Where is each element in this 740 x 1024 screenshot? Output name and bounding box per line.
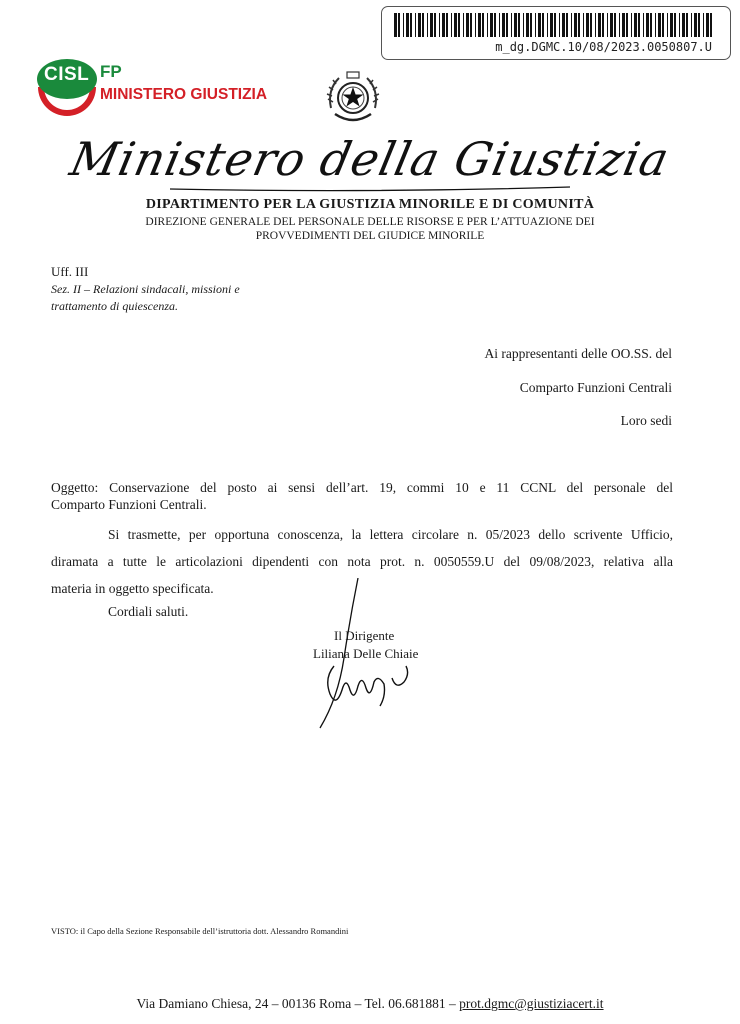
italian-republic-emblem-icon: [325, 68, 381, 135]
signatory-name: Liliana Delle Chiaie: [313, 646, 419, 661]
directorate-line-2: PROVVEDIMENTI DEL GIUDICE MINORILE: [255, 230, 485, 242]
protocol-barcode-stamp: [381, 6, 731, 60]
section-line-2: trattamento di quiescenza.: [51, 299, 178, 313]
logo-subtitle: MINISTERO GIUSTIZIA: [100, 86, 268, 103]
body-paragraph-line-1: [51, 526, 673, 543]
ministry-title: Ministero della Giustizia: [65, 132, 675, 186]
subject-line-2: Comparto Funzioni Centrali.: [51, 497, 207, 512]
barcode-icon: [394, 13, 714, 39]
footer-email-link[interactable]: prot.dgmc@giustiziacert.it: [459, 996, 604, 1011]
footer-address-text: Via Damiano Chiesa, 24 – 00136 Roma – Tel. 06.681881 –: [136, 996, 460, 1011]
directorate-line-1: DIREZIONE GENERALE DEL PERSONALE DELLE RISORSE E PER L’ATTUAZIONE DEI: [145, 216, 595, 228]
body-text-1: Si trasmette, per opportuna conoscenza, la lettera circolare n. 05/2023 dello scrivente Ufficio,: [108, 527, 673, 542]
recipient-line: Comparto Funzioni Centrali: [519, 380, 672, 395]
visto-note: VISTO: il Capo della Sezione Responsabile dell’istruttoria dott. Alessandro Romandini: [51, 926, 349, 936]
closing-greeting: Cordiali saluti.: [108, 604, 189, 619]
body-paragraph-line-2: diramata a tutte le articolazioni dipendenti con nota prot. n. 0050559.U del 09/08/2023, relativa alla: [51, 554, 673, 569]
cisl-label: CISL: [44, 64, 90, 85]
body-paragraph-line-3: materia in oggetto specificata.: [51, 581, 214, 596]
office-reference: Uff. III: [51, 264, 89, 279]
footer-address: [0, 996, 740, 1012]
signatory-role: Il Dirigente: [334, 628, 395, 643]
protocol-number: m_dg.DGMC.10/08/2023.0050807.U: [495, 40, 712, 54]
subject-line-1: Oggetto: Conservazione del posto ai sensi dell’art. 19, commi 10 e 11 CCNL del personale del: [51, 480, 673, 495]
title-flourish: [170, 185, 570, 193]
department-title: DIPARTIMENTO PER LA GIUSTIZIA MINORILE E DI COMUNITÀ: [145, 197, 595, 212]
section-line-1: Sez. II – Relazioni sindacali, missioni e: [51, 282, 240, 296]
fp-label: FP: [100, 62, 122, 81]
recipient-line: Ai rappresentanti delle OO.SS. del: [484, 346, 672, 361]
cisl-logo: [32, 55, 102, 122]
recipient-line: Loro sedi: [620, 413, 672, 428]
